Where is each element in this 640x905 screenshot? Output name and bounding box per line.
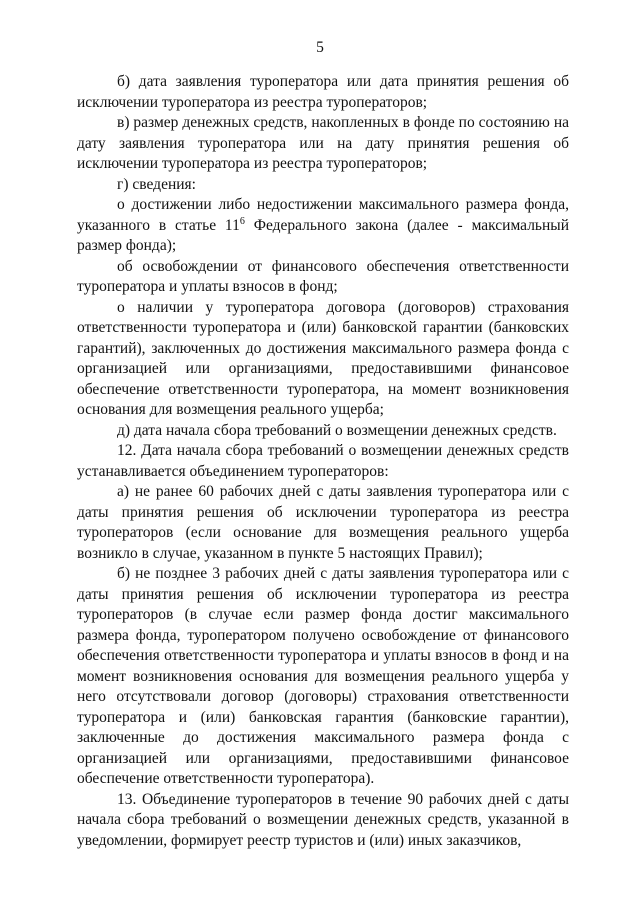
paragraph-insurance: о наличии у туроператора договора (договоров) страхования ответственности туроператора и (или) банковской гарантии (банковских гарантий), заключенных до достижения максимального размера фонда с организацией или организациями, предоставившими финансовое обеспечение ответственности туроператора, на момент возникновения основания для возмещения реального ущерба; (77, 298, 569, 418)
paragraph-max-fund-size (77, 195, 569, 257)
document-body (77, 72, 569, 851)
paragraph-item-d: д) дата начала сбора требований о возмещении денежных средств. (117, 421, 557, 439)
paragraph-item-a: а) не ранее 60 рабочих дней с даты заявления туроператора или с даты принятия решения об исключении туроператора из реестра туроператоров (если основание для возмещения реального ущерба возникло в случае, указанном в пункте 5 настоящих Правил); (77, 483, 569, 562)
paragraph-section-12: 12. Дата начала сбора требований о возмещении денежных средств устанавливается объединением туроператоров: (77, 442, 569, 480)
paragraph-item-b-2: б) не позднее 3 рабочих дней с даты заявления туроператора или с даты принятия решения об исключении туроператора из реестра туроператоров (в случае если размер фонда достиг максимального размера фонда, туроператором получено освобождение от финансового обеспечения ответственности туроператора и уплаты взносов в фонд и на момент возникновения основания для возмещения реального ущерба у него отсутствовали договор (договоры) страхования ответственности туроператора и (или) банковская гарантия (банковские гарантии), заключенные до достижения максимального размера фонда с организацией или организациями, предоставившими финансовое обеспечение ответственности туроператора). (77, 565, 569, 787)
paragraph-item-g: г) сведения: (117, 175, 196, 193)
text-segment: Федерального закона (далее - максимальный размер фонда); (77, 216, 569, 254)
paragraph-section-13: 13. Объединение туроператоров в течение 90 рабочих дней с даты начала сбора требований о возмещении денежных средств, указанной в уведомлении, формирует реестр туристов и (или) иных заказчиков, (77, 790, 569, 849)
paragraph-exemption: об освобождении от финансового обеспечения ответственности туроператора и уплаты взносов в фонд; (77, 257, 569, 295)
paragraph-item-b: б) дата заявления туроператора или дата принятия решения об исключении туроператора из реестра туроператоров; (77, 73, 569, 111)
page-number: 5 (316, 39, 324, 56)
text-segment: о достижении либо недостижении максимального размера фонда, указанного в статье 11 (77, 196, 569, 234)
paragraph-item-v: в) размер денежных средств, накопленных в фонде по состоянию на дату заявления туроператора или на дату принятия решения об исключении туроператора из реестра туроператоров; (77, 114, 569, 172)
superscript: 6 (239, 215, 245, 227)
